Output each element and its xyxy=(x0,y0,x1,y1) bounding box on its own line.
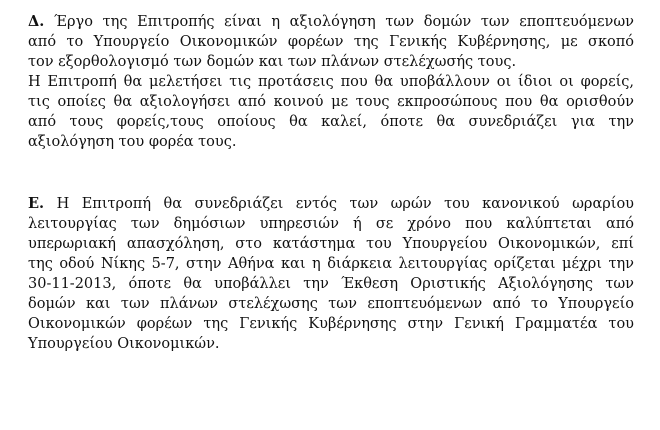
text-line: από το Υπουργείο Οικονομικών φορέων της Γενικής Κυβέρνησης, με σκοπό xyxy=(28,34,634,50)
section-d-label: Δ. xyxy=(28,13,45,30)
text-line-content: Έργο της Επιτροπής είναι η αξιολόγηση των δομών των εποπτευόμενων xyxy=(53,14,634,30)
section-d-paragraph-2 xyxy=(28,72,634,152)
text-line: από τους φορείς,τους οποίους θα καλεί, όποτε θα συνεδριάζει για την xyxy=(28,114,634,130)
text-line: υπερωριακή απασχόληση, στο κατάστημα του Υπουργείου Οικονομικών, επί xyxy=(28,236,634,252)
text-line xyxy=(28,12,634,32)
text-line: δομών και των πλάνων στελέχωσης των εποπτευόμενων από το Υπουργείο xyxy=(28,296,634,312)
section-d-paragraph-1 xyxy=(28,12,634,72)
section-d xyxy=(28,12,634,152)
text-line: τον εξορθολογισμό των δομών και των πλάνων στελέχωσής τους. xyxy=(28,54,517,70)
text-line: τις οποίες θα αξιολογήσει από κοινού με τους εκπροσώπους που θα ορισθούν xyxy=(28,94,634,110)
document-page xyxy=(28,12,634,354)
text-line: Οικονομικών φορέων της Γενικής Κυβέρνησης στην Γενική Γραμματέα του xyxy=(28,316,634,332)
text-line xyxy=(28,194,634,214)
text-line: Η Επιτροπή θα μελετήσει τις προτάσεις που θα υποβάλλουν οι ίδιοι οι φορείς, xyxy=(28,74,634,90)
text-line-content: Η Επιτροπή θα συνεδριάζει εντός των ωρών του κανονικού ωραρίου xyxy=(56,196,634,212)
section-e xyxy=(28,194,634,354)
text-line: 30-11-2013, όποτε θα υποβάλλει την Έκθεση Οριστικής Αξιολόγησης των xyxy=(28,276,634,292)
text-line: της οδού Νίκης 5-7, στην Αθήνα και η διάρκεια λειτουργίας ορίζεται μέχρι την xyxy=(28,256,634,272)
text-line: Υπουργείου Οικονομικών. xyxy=(28,336,220,352)
text-line: αξιολόγηση του φορέα τους. xyxy=(28,134,237,150)
text-line: λειτουργίας των δημόσιων υπηρεσιών ή σε χρόνο που καλύπτεται από xyxy=(28,216,634,232)
section-e-paragraph xyxy=(28,194,634,354)
section-e-label: Ε. xyxy=(28,195,45,212)
